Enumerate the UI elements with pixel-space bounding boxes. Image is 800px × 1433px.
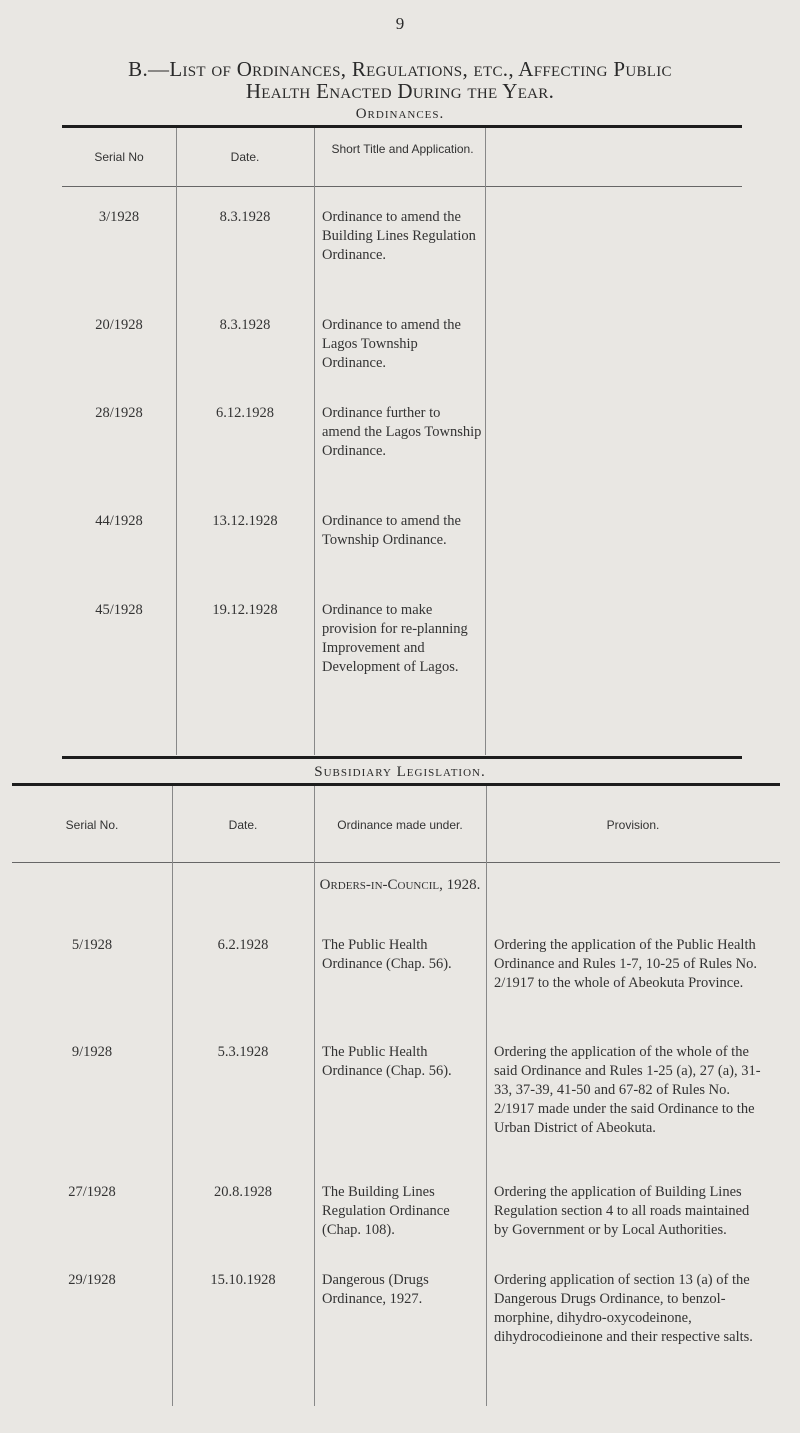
- sub-row-2-provision: Ordering the application of the whole of the said Ordinance and Rules 1-25 (a), 27 (a), 31-33, 37-39, 41-50 and 67-82 of Rules No. 2/1917 made under the said Ordinance to the Urban District of Abeokuta.: [494, 1044, 761, 1136]
- sub-row-4-date: 15.10.1928: [210, 1272, 276, 1288]
- sub-row-1-under: The Public Health Ordinance (Chap. 56).: [322, 937, 452, 972]
- sub-header-date: Date.: [228, 818, 258, 832]
- sub-row-4-serial: 29/1928: [68, 1272, 116, 1288]
- title-line-1: B.—List of Ordinances, Regulations, etc., Affecting Public: [128, 57, 672, 81]
- ordinances-col-divider-3: [485, 128, 486, 755]
- sub-row-3-provision: Ordering the application of Building Lines Regulation section 4 to all roads maintained by Government or by Local Authorities.: [494, 1184, 750, 1238]
- sub-row-2-date: 5.3.1928: [217, 1044, 269, 1060]
- ord-row-5-serial: 45/1928: [95, 602, 143, 618]
- ord-row-1-date: 8.3.1928: [219, 209, 271, 225]
- ord-row-5-title: Ordinance to make provision for re-planning Improvement and Development of Lagos.: [322, 602, 468, 675]
- ord-row-1-title: Ordinance to amend the Building Lines Regulation Ordinance.: [322, 209, 476, 263]
- sub-header-under: Ordinance made under.: [337, 818, 463, 832]
- sub-row-4-provision: Ordering application of section 13 (a) of the Dangerous Drugs Ordinance, to benzol-morphine, dihydro-oxycodeinone, dihydrocodieinone and their respective salts.: [494, 1272, 753, 1345]
- ord-header-date: Date.: [230, 150, 260, 164]
- title-line-2: Health Enacted During the Year.: [245, 79, 555, 103]
- sub-row-1-serial: 5/1928: [71, 937, 113, 953]
- sub-header-provision: Provision.: [606, 818, 660, 832]
- subsidiary-top-rule: [12, 783, 780, 786]
- ord-row-4-serial: 44/1928: [95, 513, 143, 529]
- ord-row-5-date: 19.12.1928: [212, 602, 278, 618]
- subsidiary-header-rule: [12, 862, 780, 863]
- ord-row-2-date: 8.3.1928: [219, 317, 271, 333]
- sub-col-divider-1: [172, 786, 173, 1406]
- ord-row-4-date: 13.12.1928: [212, 513, 278, 529]
- page-number: 9: [395, 14, 405, 33]
- ordinances-heading: Ordinances.: [355, 106, 445, 122]
- ordinances-col-divider-2: [314, 128, 315, 755]
- sub-row-3-date: 20.8.1928: [214, 1184, 272, 1200]
- ord-header-serial: Serial No: [94, 150, 144, 164]
- ord-row-3-title: Ordinance further to amend the Lagos Township Ordinance.: [322, 405, 482, 459]
- ord-row-2-title: Ordinance to amend the Lagos Township Ordinance.: [322, 317, 461, 371]
- sub-row-3-serial: 27/1928: [68, 1184, 116, 1200]
- ordinances-bottom-rule: [62, 756, 742, 759]
- sub-col-divider-3: [486, 786, 487, 1406]
- subsidiary-heading: Subsidiary Legislation.: [314, 764, 486, 780]
- ord-row-1-serial: 3/1928: [98, 209, 140, 225]
- ord-row-3-serial: 28/1928: [95, 405, 143, 421]
- sub-row-1-date: 6.2.1928: [217, 937, 269, 953]
- ordinances-header-rule: [62, 186, 742, 187]
- sub-row-2-serial: 9/1928: [71, 1044, 113, 1060]
- ord-row-4-title: Ordinance to amend the Township Ordinance.: [322, 513, 461, 548]
- ordinances-top-rule: [62, 125, 742, 128]
- ord-row-2-serial: 20/1928: [95, 317, 143, 333]
- ord-row-3-date: 6.12.1928: [216, 405, 274, 421]
- page-title: [0, 58, 800, 102]
- sub-row-4-under: Dangerous (Drugs Ordinance, 1927.: [322, 1272, 429, 1307]
- sub-row-3-under: The Building Lines Regulation Ordinance (Chap. 108).: [322, 1184, 450, 1238]
- sub-header-serial: Serial No.: [65, 818, 119, 832]
- sub-row-2-under: The Public Health Ordinance (Chap. 56).: [322, 1044, 452, 1079]
- sub-row-1-provision: Ordering the application of the Public Health Ordinance and Rules 1-7, 10-25 of Rules No. 2/1917 to the whole of Abeokuta Province.: [494, 937, 757, 991]
- orders-in-council-heading: Orders-in-Council, 1928.: [319, 877, 481, 893]
- ord-header-title: Short Title and Application.: [331, 142, 474, 156]
